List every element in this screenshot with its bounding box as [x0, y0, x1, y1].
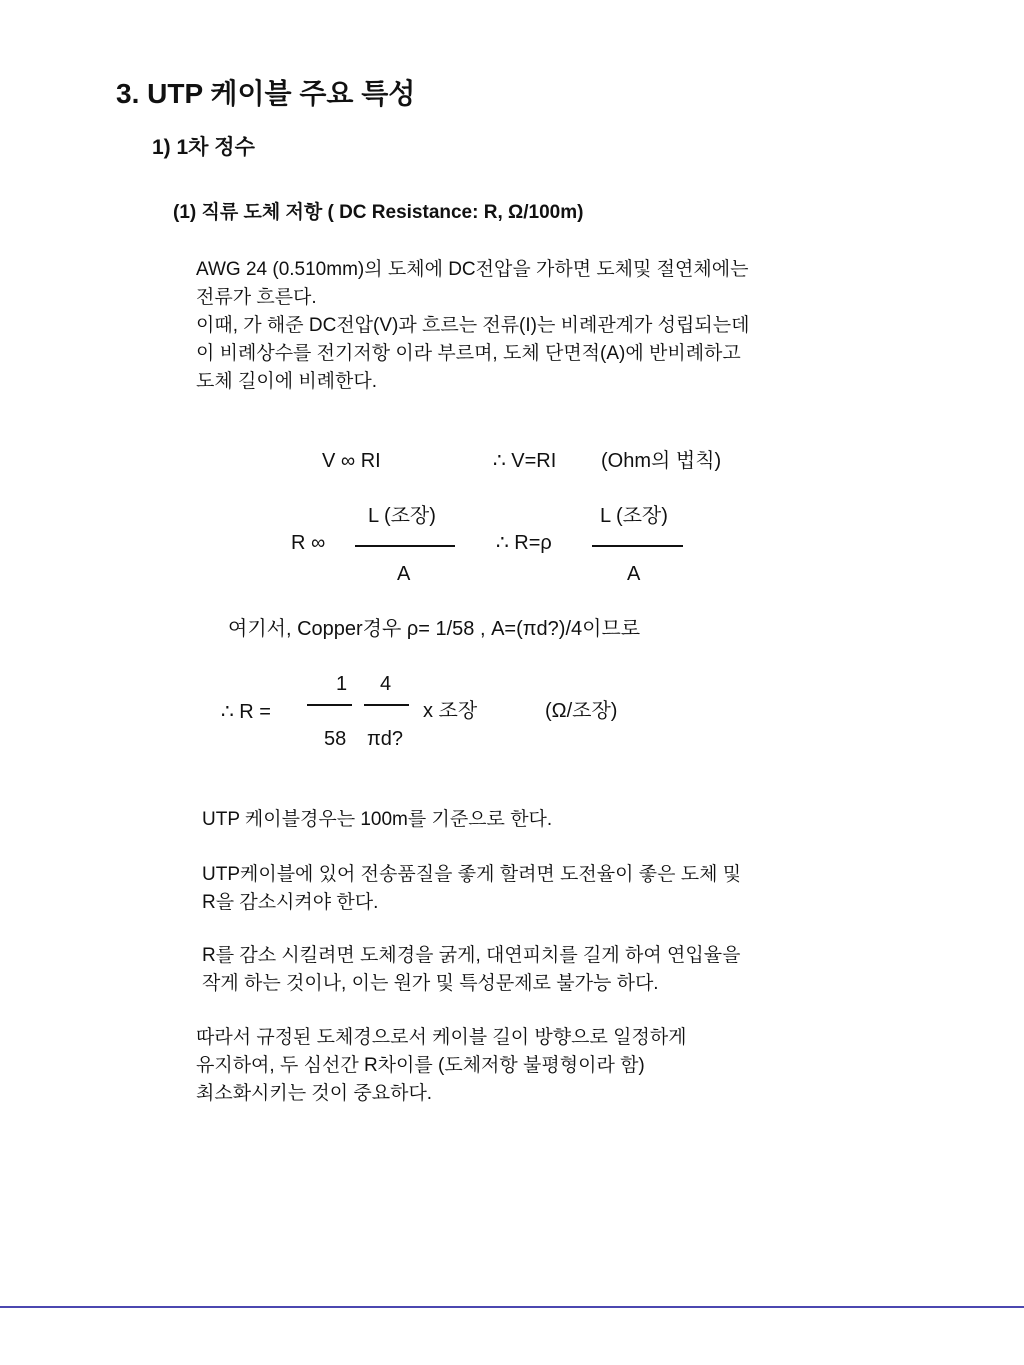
intro-line: 도체 길이에 비례한다. [196, 371, 378, 392]
copper-note: 여기서, Copper경우 ρ= 1/58 , A=(πd?)/4이므로 [228, 618, 641, 640]
intro-line: 이때, 가 해준 DC전압(V)과 흐르는 전류(I)는 비례관계가 성립되는데 [196, 315, 750, 336]
note-line: 따라서 규정된 도체경으로서 케이블 길이 방향으로 일정하게 [196, 1027, 687, 1048]
r-prop-numerator: L (조장) [368, 505, 436, 527]
final-frac2-numerator: 4 [380, 673, 392, 695]
intro-paragraph [196, 256, 896, 396]
ohm-proportional: V ∞ RI [322, 450, 381, 472]
r-prop-prefix: R ∞ [291, 532, 326, 554]
note-paragraph [202, 942, 902, 998]
note-line: R을 감소시켜야 한다. [202, 892, 379, 913]
note-paragraph [202, 806, 902, 834]
final-frac1-denominator: 58 [324, 728, 347, 750]
final-frac2-denominator: πd? [367, 728, 404, 750]
ohm-equation: ∴ V=RI [493, 450, 557, 472]
fraction-bar [364, 704, 409, 706]
topic-title: (1) 직류 도체 저항 ( DC Resistance: R, Ω/100m) [173, 202, 584, 223]
footer-divider [0, 1306, 1024, 1308]
fraction-bar [307, 704, 352, 706]
r-eq-prefix: ∴ R=ρ [496, 532, 552, 554]
note-paragraph [196, 1024, 896, 1108]
note-line: 최소화시키는 것이 중요하다. [196, 1083, 433, 1104]
final-prefix: ∴ R = [221, 701, 271, 723]
final-multiplier: x 조장 [423, 700, 478, 722]
subsection-heading: 1) 1차 정수 [152, 136, 255, 159]
intro-line: 전류가 흐른다. [196, 287, 317, 308]
r-eq-numerator: L (조장) [600, 505, 668, 527]
fraction-bar [355, 545, 455, 547]
final-unit: (Ω/조장) [545, 700, 618, 722]
r-eq-denominator: A [627, 563, 641, 585]
note-paragraph [202, 861, 902, 917]
fraction-bar [592, 545, 683, 547]
note-line: 작게 하는 것이나, 이는 원가 및 특성문제로 불가능 하다. [202, 973, 659, 994]
ohm-law-label: (Ohm의 법칙) [601, 450, 722, 472]
section-heading: 3. UTP 케이블 주요 특성 [116, 78, 416, 109]
intro-line: AWG 24 (0.510mm)의 도체에 DC전압을 가하면 도체및 절연체에는 [196, 259, 749, 280]
note-line: UTP케이블에 있어 전송품질을 좋게 할려면 도전율이 좋은 도체 및 [202, 864, 742, 885]
intro-line: 이 비례상수를 전기저항 이라 부르며, 도체 단면적(A)에 반비례하고 [196, 343, 741, 364]
final-frac1-numerator: 1 [336, 673, 348, 695]
note-line: UTP 케이블경우는 100m를 기준으로 한다. [202, 809, 553, 830]
note-line: 유지하여, 두 심선간 R차이를 (도체저항 불평형이라 함) [196, 1055, 645, 1076]
r-prop-denominator: A [397, 563, 411, 585]
note-line: R를 감소 시킬려면 도체경을 굵게, 대연피치를 길게 하여 연입율을 [202, 945, 741, 966]
